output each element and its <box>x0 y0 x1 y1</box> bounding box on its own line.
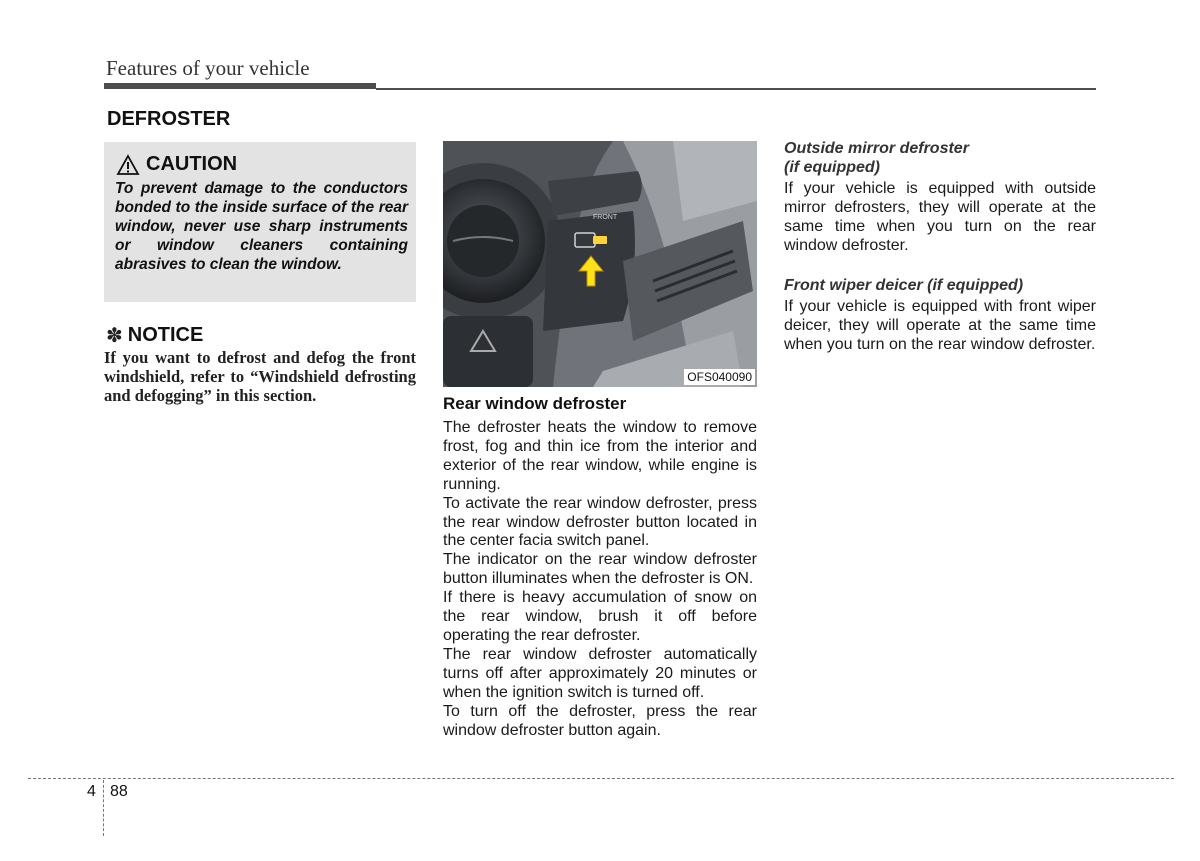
header-rule <box>376 88 1096 90</box>
notice-text: If you want to defrost and defog the front windshield, refer to “Windshield defrosting and defogging” in this section. <box>104 348 416 405</box>
rear-defroster-heading: Rear window defroster <box>443 394 627 413</box>
page-number: 88 <box>110 783 128 800</box>
defroster-switch-photo <box>443 141 757 387</box>
chapter-number: 4 <box>87 783 96 800</box>
notice-header <box>106 323 203 348</box>
outside-mirror-heading-line1: Outside mirror defroster <box>784 140 969 157</box>
rear-defroster-body <box>443 419 757 740</box>
warning-triangle-icon <box>116 154 140 176</box>
front-wiper-heading: Front wiper deicer (if equipped) <box>784 277 1024 294</box>
notice-label: NOTICE <box>127 324 204 346</box>
footer-rule <box>28 778 1174 779</box>
spacer <box>784 255 1096 276</box>
notice-star-icon: ✽ <box>106 325 123 347</box>
caution-header <box>116 153 237 176</box>
running-header: Features of your vehicle <box>106 56 310 80</box>
paragraph: To turn off the defroster, press the rear window defroster button again. <box>443 702 757 739</box>
paragraph: To activate the rear window defroster, press the rear window defroster button located in the center facia switch panel. <box>443 494 757 550</box>
section-title: DEFROSTER <box>107 108 231 130</box>
caution-label: CAUTION <box>146 153 238 175</box>
paragraph: If there is heavy accumulation of snow on the rear window, brush it off before operating the rear defroster. <box>443 589 757 644</box>
footer-divider <box>103 780 104 836</box>
right-column <box>784 139 1096 354</box>
paragraph: The rear window defroster automatically turns off after approximately 20 minutes or when the ignition switch is turned off. <box>443 645 757 701</box>
front-wiper-text: If your vehicle is equipped with front wiper deicer, they will operate at the same time when you turn on the rear window defroster. <box>784 298 1096 353</box>
center-facia-illustration <box>443 141 757 387</box>
outside-mirror-heading-line2: (if equipped) <box>784 159 880 176</box>
outside-mirror-heading <box>784 139 1096 177</box>
outside-mirror-text: If your vehicle is equipped with outside mirror defrosters, they will operate at the same time when you turn on the rear window defroster. <box>784 180 1096 254</box>
paragraph: The defroster heats the window to remove frost, fog and thin ice from the interior and exterior of the rear window, while engine is running. <box>443 419 757 493</box>
figure-code: OFS040090 <box>684 369 755 385</box>
paragraph: The indicator on the rear window defroster button illuminates when the defroster is ON. <box>443 551 757 588</box>
header-rule-accent <box>104 83 376 89</box>
front-button-label: FRONT <box>593 214 618 221</box>
caution-text: To prevent damage to the conductors bonded to the inside surface of the rear window, never use sharp instruments or window cleaners containing abrasives to clean the window. <box>115 180 408 273</box>
caution-box <box>104 142 416 302</box>
